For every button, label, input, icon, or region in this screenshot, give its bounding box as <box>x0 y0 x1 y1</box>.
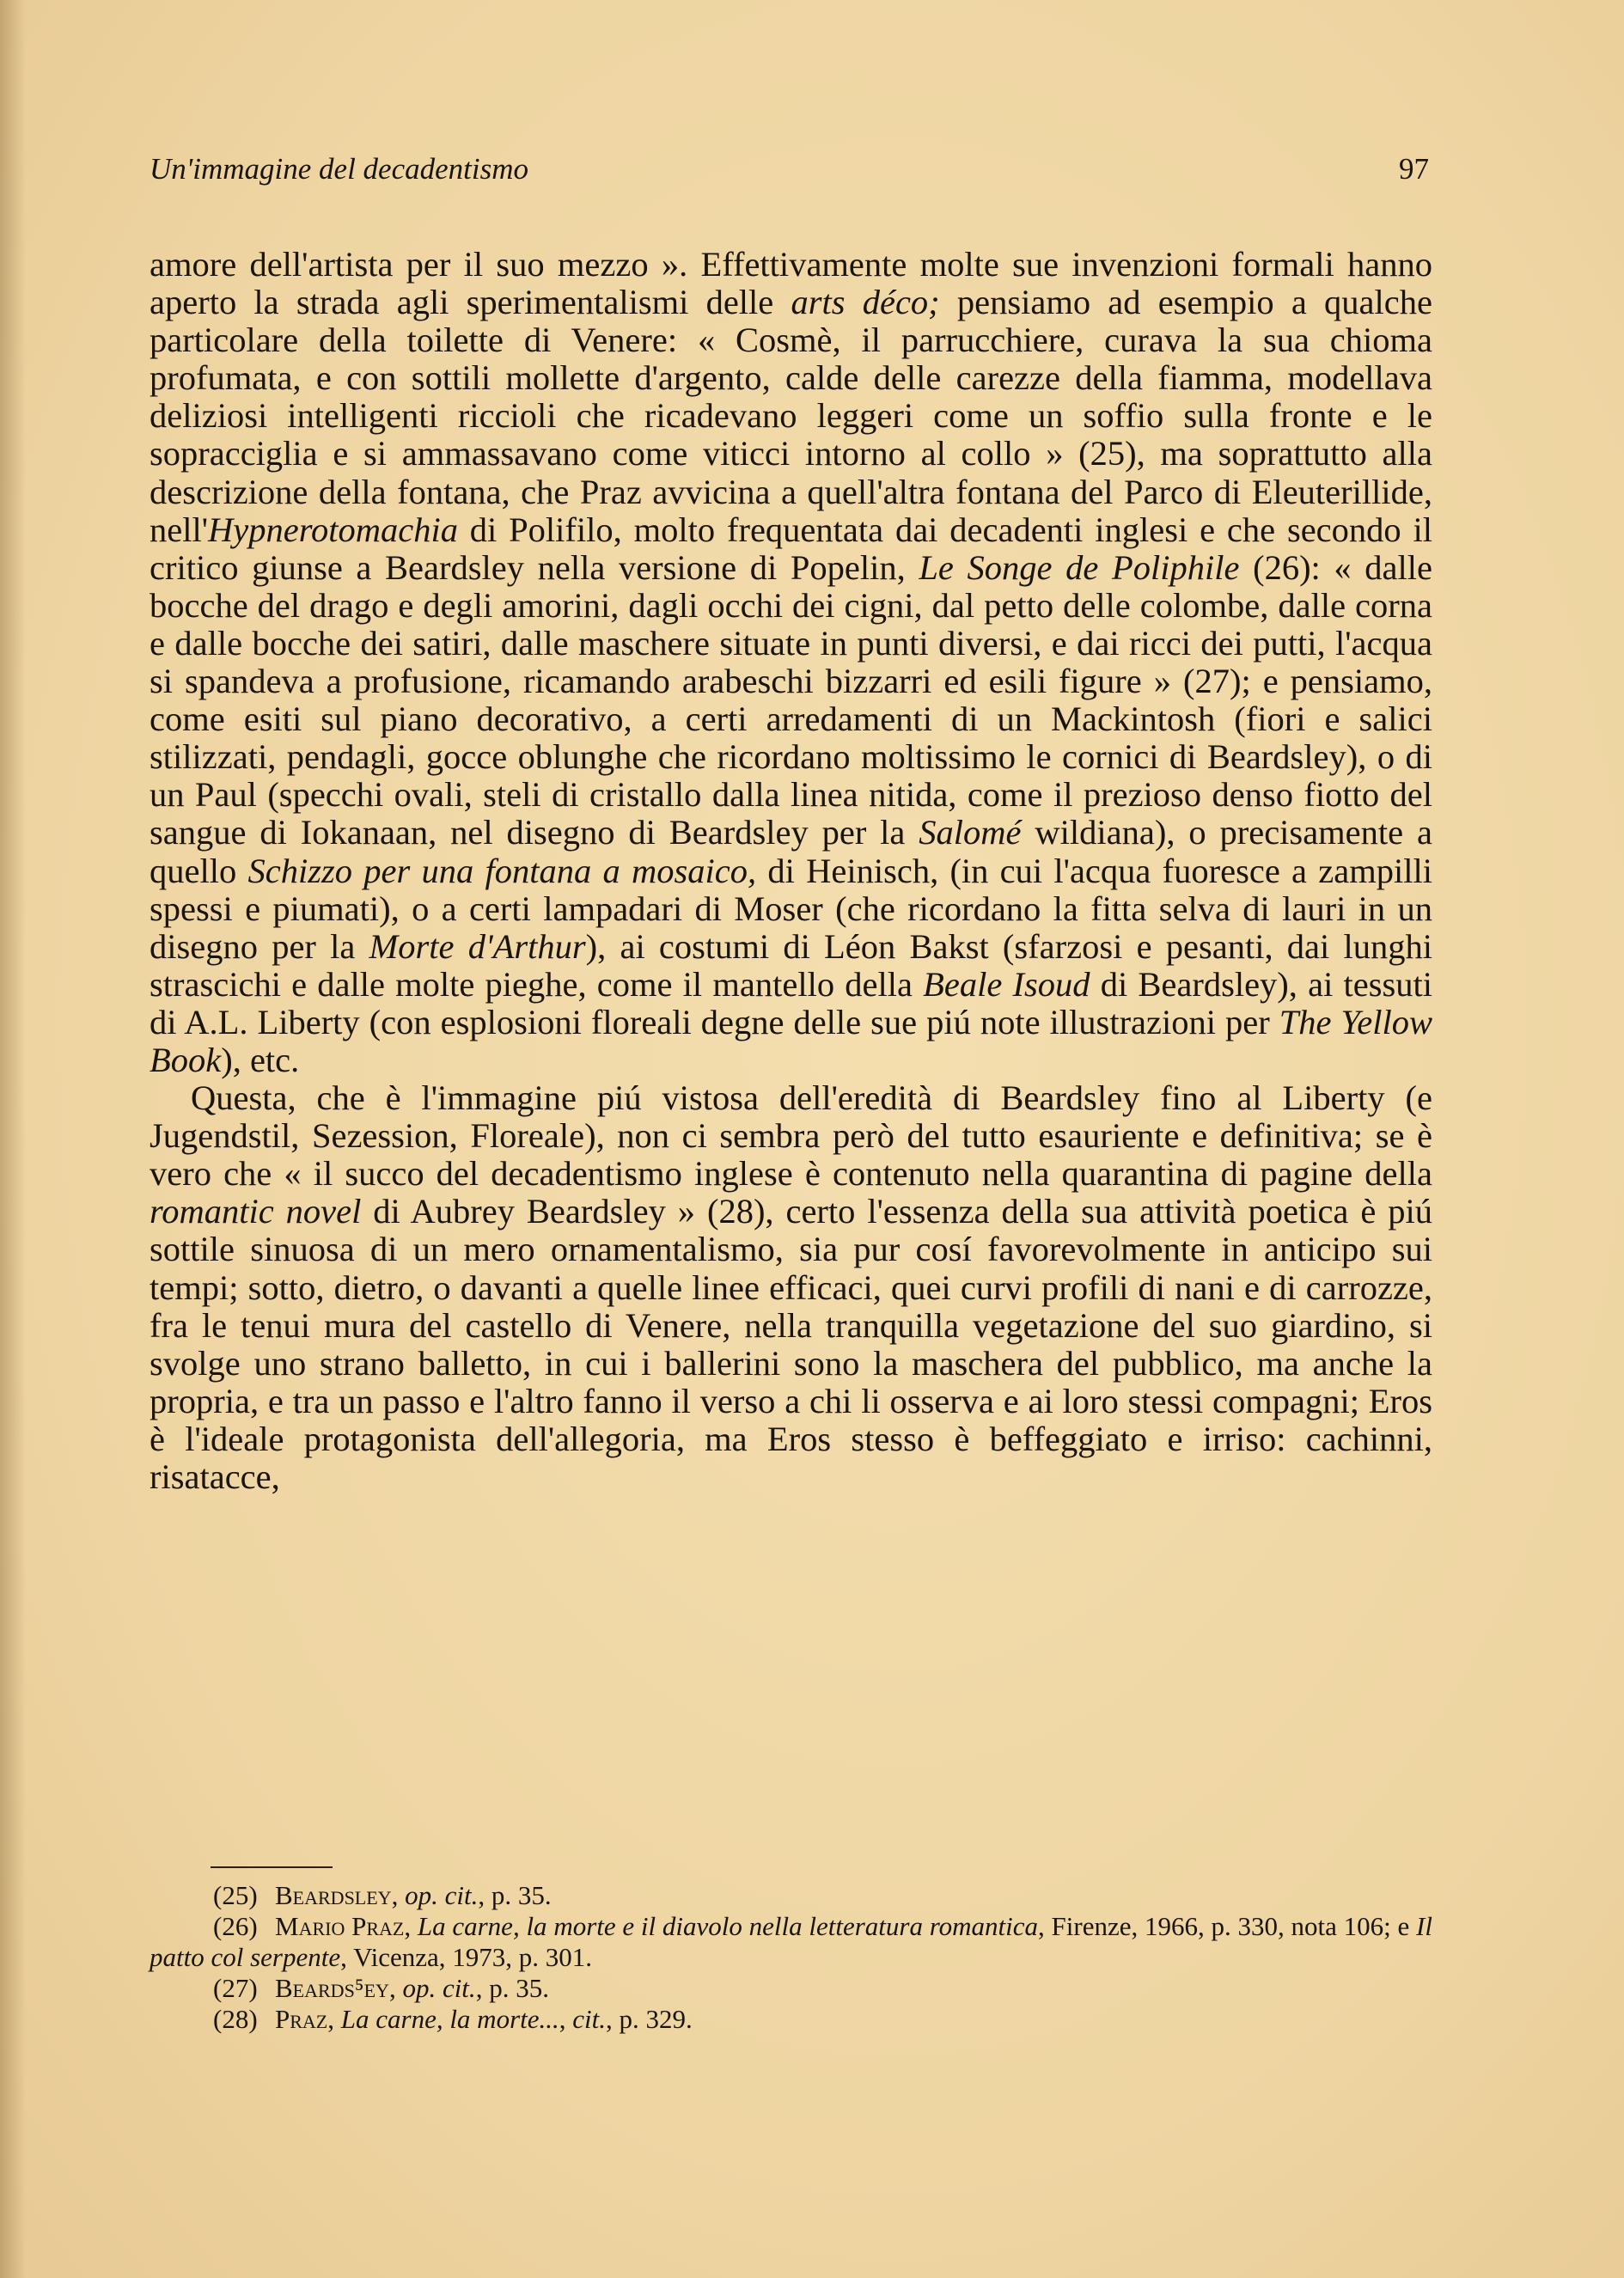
text-run: di Polifilo, molto frequentata dai decadenti inglesi e che secondo il critico giunse a Beardsley nella versione di Popelin, <box>150 510 1432 587</box>
italic-text: op. cit. <box>402 1973 476 2003</box>
footnote <box>150 2004 1432 2035</box>
body-text <box>150 246 1432 1496</box>
italic-text: Le Songe de Poliphile <box>919 547 1240 587</box>
author-name: Mario Praz <box>275 1911 405 1941</box>
italic-text: op. cit. <box>405 1880 479 1910</box>
italic-text: La carne, la morte... <box>340 2004 559 2034</box>
italic-text: Salomé <box>919 813 1022 852</box>
italic-text: Beale Isoud <box>923 964 1090 1004</box>
footnote-number: (27) <box>213 1973 258 2003</box>
italic-text: The Yellow Book <box>150 1002 1432 1079</box>
running-title: Un'immagine del decadentismo <box>150 152 529 186</box>
text-run: , <box>391 1880 406 1910</box>
footnote-number: (28) <box>213 2004 258 2034</box>
footnote <box>150 1973 1432 2004</box>
text-run: (26): « dalle bocche del drago e degli amorini, dagli occhi dei cigni, dal petto delle colombe, dalle corna e dalle bocche dei satiri, dalle maschere situate in punti diversi, e dai ricci dei putti, l'acqua si spandeva a profusione, ricamando arabeschi bizzarri ed esili figure » (27); e pensiamo, come esiti sul piano decorativo, a certi arredamenti di un Mackintosh (fiori e salici stilizzati, pendagli, gocce oblunghe che ricordano moltissimo le cornici di Beardsley), o di un Paul (specchi ovali, steli di cristallo dalla linea nitida, come il prezioso denso fiotto del sangue di Iokanaan, nel disegno di Beardsley per la <box>150 547 1433 852</box>
text-run: ), etc. <box>221 1040 300 1079</box>
spine-shadow <box>0 0 26 2278</box>
italic-text: Schizzo per una fontana a mosaico, <box>247 851 757 890</box>
footnote-number: (25) <box>213 1880 258 1910</box>
italic-text: arts déco; <box>791 283 940 322</box>
text-run: wildiana), o precisamente a quello <box>150 813 1432 890</box>
text-run: ), ai costumi di Léon Bakst (sfarzosi e pesanti, dai lunghi strascichi e dalle molte pieghe, come il mantello della <box>150 926 1432 1004</box>
footnote-number: (26) <box>213 1911 258 1941</box>
text-run: , <box>404 1911 418 1941</box>
text-run: , p. 35. <box>478 1880 552 1910</box>
italic-text: romantic novel <box>150 1192 362 1231</box>
paragraph-2 <box>150 1079 1432 1496</box>
paragraph-1 <box>150 246 1432 1079</box>
text-run: , p. 35. <box>475 1973 549 2003</box>
italic-text: Hypnerotomachia <box>208 510 458 549</box>
text-run: amore dell'artista per il suo mezzo ». Effettivamente molte sue invenzioni formali hanno aperto la strada agli sperimentalismi delle <box>150 245 1432 322</box>
text-run: di Beardsley), ai tessuti di A.L. Liberty (con esplosioni floreali degne delle sue piú note illustrazioni per <box>150 964 1432 1041</box>
footnote-rule <box>211 1866 333 1868</box>
footnotes <box>150 1880 1432 2035</box>
author-name: Beards⁵ey <box>275 1973 389 2003</box>
text-run: , <box>559 2004 573 2034</box>
text-run: , Firenze, 1966, p. 330, nota 106; e <box>1038 1911 1417 1941</box>
text-run: , p. 329. <box>606 2004 693 2034</box>
text-run: , Vicenza, 1973, p. 301. <box>340 1942 592 1972</box>
italic-text: Morte d'Arthur <box>369 926 586 966</box>
italic-text: Il patto col serpente <box>150 1911 1432 1972</box>
text-run: , <box>327 2004 341 2034</box>
footnote <box>150 1911 1432 1973</box>
text-run: pensiamo ad esempio a qualche particolare della toilette di Venere: « Cosmè, il parrucchiere, curava la sua chioma profumata, e con sottili mollette d'argento, calde delle carezze della fiamma, modellava deliziosi intelligenti riccioli che ricadevano leggeri come un soffio sulla fronte e le sopracciglia e si ammassavano come viticci intorno al collo » (25), ma soprattutto alla descrizione della fontana, che Praz avvicina a quell'altra fontana del Parco di Eleuterillide, nell' <box>150 283 1432 549</box>
footnote <box>150 1880 1432 1911</box>
italic-text: La carne, la morte e il diavolo nella letteratura romantica <box>417 1911 1039 1941</box>
text-run: di Aubrey Beardsley » (28), certo l'essenza della sua attività poetica è piú sottile sinuosa di un mero ornamentalismo, sia pur cosí favorevolmente in anticipo sui tempi; sotto, dietro, o davanti a quelle linee efficaci, quei curvi profili di nani e di carrozze, fra le tenui mura del castello di Venere, nella tranquilla vegetazione del suo giardino, si svolge uno strano balletto, in cui i ballerini sono la maschera del pubblico, ma anche la propria, e tra un passo e l'altro fanno il verso a chi li osserva e ai loro stessi compagni; Eros è l'ideale protagonista dell'allegoria, ma Eros stesso è beffeggiato e irriso: cachinni, risatacce, <box>150 1192 1432 1496</box>
italic-text: cit. <box>572 2004 607 2034</box>
text-run: di Heinisch, (in cui l'acqua fuoresce a zampilli spessi e piumati), o a certi lampadari di Moser (che ricordano la fitta selva di lauri in un disegno per la <box>150 851 1432 966</box>
author-name: Praz <box>275 2004 328 2034</box>
text-run: Questa, che è l'immagine piú vistosa dell'eredità di Beardsley fino al Liberty (e Jugendstil, Sezession, Floreale), non ci sembra però del tutto esauriente e definitiva; se è vero che « il succo del decadentismo inglese è contenuto nella quarantina di pagine della <box>150 1078 1432 1194</box>
author-name: Beardsley <box>275 1880 392 1910</box>
page-number: 97 <box>1399 152 1429 186</box>
text-run: , <box>388 1973 403 2003</box>
